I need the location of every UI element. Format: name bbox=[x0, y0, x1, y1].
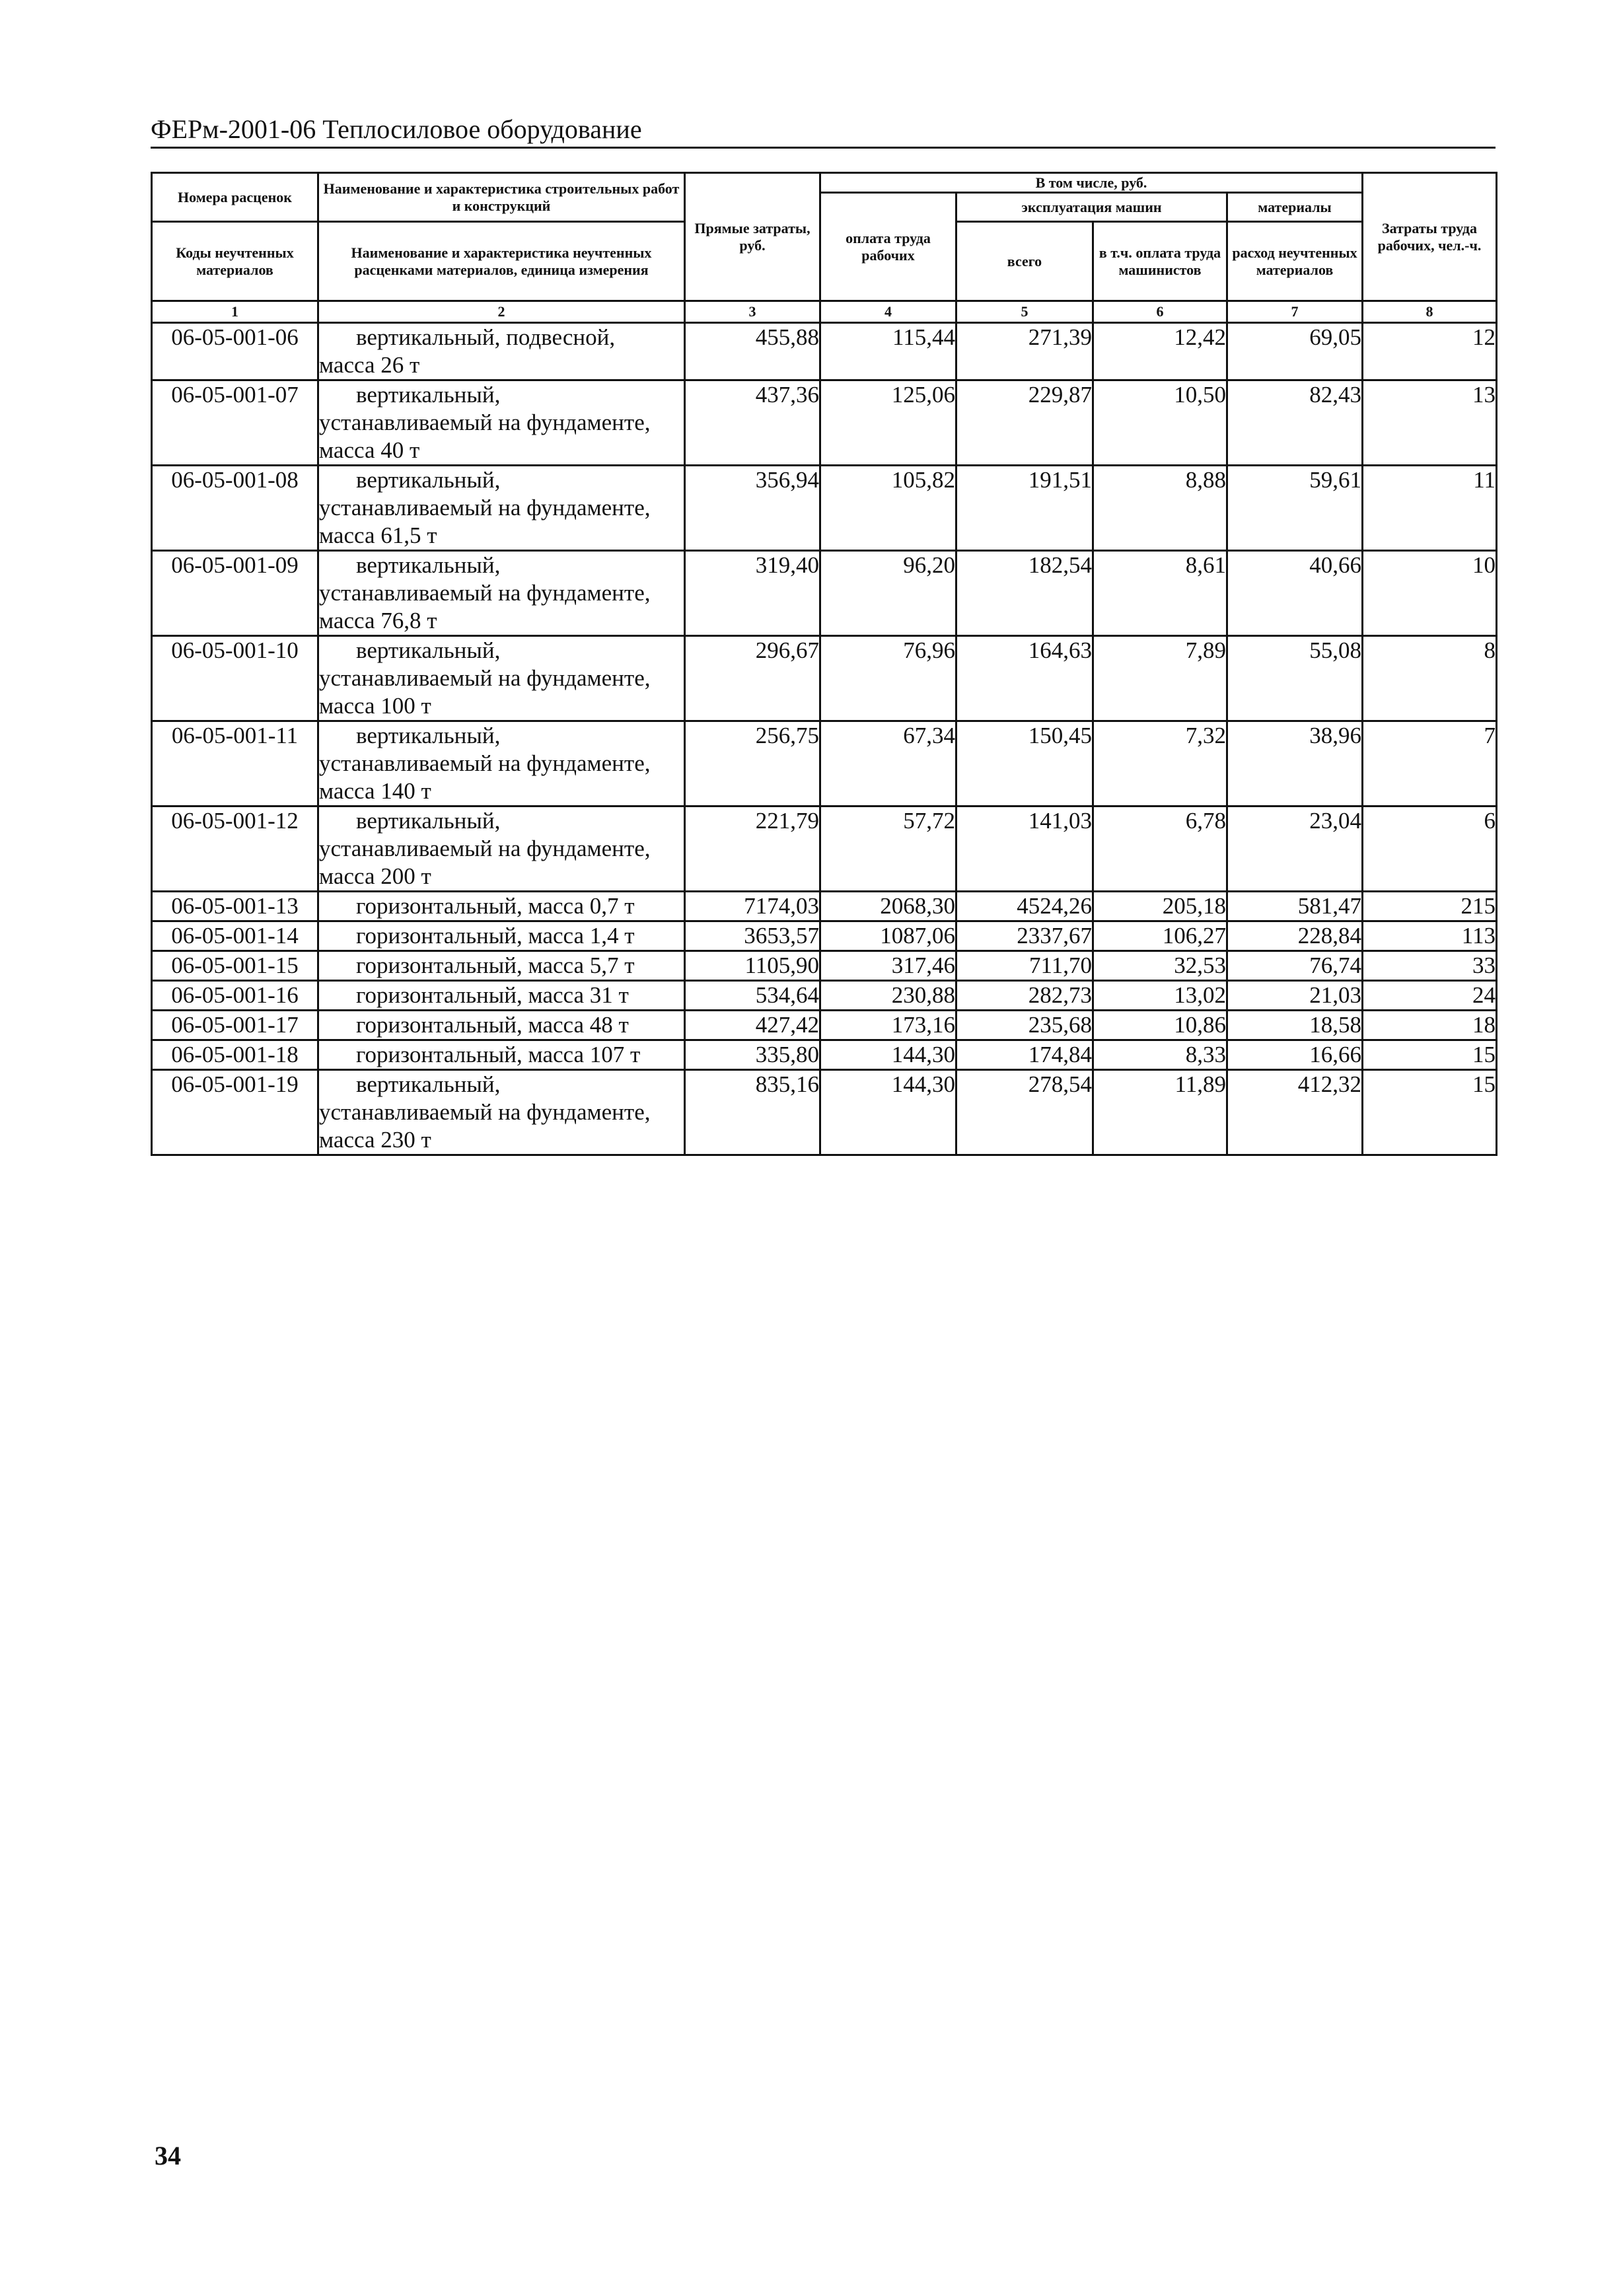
description-line: вертикальный, bbox=[356, 467, 501, 493]
description-line: устанавливаемый на фундаменте, bbox=[319, 836, 651, 861]
rate-code-cell: 06-05-001-14 bbox=[152, 921, 318, 951]
labor-hours-cell: 24 bbox=[1363, 981, 1497, 1011]
column-number: 1 bbox=[152, 301, 318, 323]
labor-pay-cell: 115,44 bbox=[820, 323, 956, 380]
table-body bbox=[152, 323, 1497, 1155]
description-line: масса 200 т bbox=[319, 863, 431, 889]
machines-total-cell: 2337,67 bbox=[956, 921, 1093, 951]
header-material-codes: Коды неучтенных материалов bbox=[152, 222, 318, 301]
labor-hours-cell: 113 bbox=[1363, 921, 1497, 951]
header-group-machines: эксплуатация машин bbox=[956, 193, 1227, 222]
description-line: устанавливаемый на фундаменте, bbox=[319, 665, 651, 691]
direct-costs-cell: 427,42 bbox=[685, 1011, 820, 1040]
labor-hours-cell: 15 bbox=[1363, 1040, 1497, 1070]
direct-costs-cell: 534,64 bbox=[685, 981, 820, 1011]
table-row bbox=[152, 892, 1497, 921]
rate-code-cell: 06-05-001-15 bbox=[152, 951, 318, 981]
header-materials-usage: расход неучтенных материалов bbox=[1227, 222, 1363, 301]
description-line: масса 230 т bbox=[319, 1127, 431, 1153]
labor-hours-cell: 11 bbox=[1363, 466, 1497, 551]
page-header bbox=[151, 114, 1496, 149]
description-line: устанавливаемый на фундаменте, bbox=[319, 580, 651, 606]
operators-pay-cell: 7,89 bbox=[1093, 636, 1227, 721]
operators-pay-cell: 205,18 bbox=[1093, 892, 1227, 921]
labor-hours-cell: 13 bbox=[1363, 380, 1497, 466]
description-line: горизонтальный, масса 48 т bbox=[356, 1012, 629, 1038]
operators-pay-cell: 11,89 bbox=[1093, 1070, 1227, 1155]
direct-costs-cell: 296,67 bbox=[685, 636, 820, 721]
table-row bbox=[152, 981, 1497, 1011]
rate-code-cell: 06-05-001-06 bbox=[152, 323, 318, 380]
description-line: масса 40 т bbox=[319, 437, 420, 463]
materials-cell: 228,84 bbox=[1227, 921, 1363, 951]
table-header bbox=[152, 173, 1497, 323]
rate-code-cell: 06-05-001-08 bbox=[152, 466, 318, 551]
description-line: масса 76,8 т bbox=[319, 608, 437, 633]
description-line: горизонтальный, масса 1,4 т bbox=[356, 923, 635, 949]
work-description-cell bbox=[318, 380, 685, 466]
machines-total-cell: 229,87 bbox=[956, 380, 1093, 466]
work-description-cell bbox=[318, 1040, 685, 1070]
rate-code-cell: 06-05-001-10 bbox=[152, 636, 318, 721]
table-row bbox=[152, 1011, 1497, 1040]
column-number: 7 bbox=[1227, 301, 1363, 323]
description-line: вертикальный, bbox=[356, 552, 501, 578]
direct-costs-cell: 7174,03 bbox=[685, 892, 820, 921]
machines-total-cell: 278,54 bbox=[956, 1070, 1093, 1155]
labor-pay-cell: 317,46 bbox=[820, 951, 956, 981]
labor-pay-cell: 1087,06 bbox=[820, 921, 956, 951]
labor-pay-cell: 96,20 bbox=[820, 551, 956, 636]
header-work-name: Наименование и характеристика строительных работ и конструкций bbox=[318, 173, 685, 222]
description-line: масса 140 т bbox=[319, 778, 431, 804]
materials-cell: 21,03 bbox=[1227, 981, 1363, 1011]
table-row bbox=[152, 807, 1497, 892]
labor-hours-cell: 7 bbox=[1363, 721, 1497, 807]
operators-pay-cell: 7,32 bbox=[1093, 721, 1227, 807]
machines-total-cell: 4524,26 bbox=[956, 892, 1093, 921]
rate-code-cell: 06-05-001-13 bbox=[152, 892, 318, 921]
direct-costs-cell: 1105,90 bbox=[685, 951, 820, 981]
direct-costs-cell: 221,79 bbox=[685, 807, 820, 892]
work-description-cell bbox=[318, 951, 685, 981]
operators-pay-cell: 32,53 bbox=[1093, 951, 1227, 981]
table-row bbox=[152, 551, 1497, 636]
operators-pay-cell: 8,88 bbox=[1093, 466, 1227, 551]
table-row bbox=[152, 466, 1497, 551]
description-line: вертикальный, bbox=[356, 1071, 501, 1097]
table-row bbox=[152, 1040, 1497, 1070]
header-group-total: В том числе, руб. bbox=[820, 173, 1363, 193]
labor-pay-cell: 57,72 bbox=[820, 807, 956, 892]
description-line: вертикальный, bbox=[356, 382, 501, 408]
operators-pay-cell: 10,86 bbox=[1093, 1011, 1227, 1040]
work-description-cell bbox=[318, 921, 685, 951]
description-line: масса 100 т bbox=[319, 693, 431, 719]
description-line: масса 26 т bbox=[319, 352, 420, 378]
column-number: 2 bbox=[318, 301, 685, 323]
direct-costs-cell: 437,36 bbox=[685, 380, 820, 466]
materials-cell: 581,47 bbox=[1227, 892, 1363, 921]
materials-cell: 59,61 bbox=[1227, 466, 1363, 551]
operators-pay-cell: 12,42 bbox=[1093, 323, 1227, 380]
operators-pay-cell: 13,02 bbox=[1093, 981, 1227, 1011]
rate-code-cell: 06-05-001-11 bbox=[152, 721, 318, 807]
description-line: горизонтальный, масса 31 т bbox=[356, 982, 629, 1008]
table-row bbox=[152, 1070, 1497, 1155]
machines-total-cell: 191,51 bbox=[956, 466, 1093, 551]
direct-costs-cell: 455,88 bbox=[685, 323, 820, 380]
labor-pay-cell: 144,30 bbox=[820, 1040, 956, 1070]
work-description-cell bbox=[318, 981, 685, 1011]
work-description-cell bbox=[318, 636, 685, 721]
column-number: 8 bbox=[1363, 301, 1497, 323]
machines-total-cell: 174,84 bbox=[956, 1040, 1093, 1070]
description-line: горизонтальный, масса 5,7 т bbox=[356, 952, 635, 978]
table-row bbox=[152, 323, 1497, 380]
work-description-cell bbox=[318, 1011, 685, 1040]
labor-hours-cell: 10 bbox=[1363, 551, 1497, 636]
labor-pay-cell: 125,06 bbox=[820, 380, 956, 466]
materials-cell: 40,66 bbox=[1227, 551, 1363, 636]
machines-total-cell: 164,63 bbox=[956, 636, 1093, 721]
header-group-materials: материалы bbox=[1227, 193, 1363, 222]
labor-hours-cell: 15 bbox=[1363, 1070, 1497, 1155]
labor-hours-cell: 215 bbox=[1363, 892, 1497, 921]
header-material-name: Наименование и характеристика неучтенных расценками материалов, единица измерения bbox=[318, 222, 685, 301]
header-operators-pay: в т.ч. оплата труда машинистов bbox=[1093, 222, 1227, 301]
work-description-cell bbox=[318, 551, 685, 636]
rate-code-cell: 06-05-001-12 bbox=[152, 807, 318, 892]
description-line: вертикальный, bbox=[356, 808, 501, 834]
labor-hours-cell: 33 bbox=[1363, 951, 1497, 981]
work-description-cell bbox=[318, 721, 685, 807]
description-line: устанавливаемый на фундаменте, bbox=[319, 495, 651, 520]
materials-cell: 55,08 bbox=[1227, 636, 1363, 721]
machines-total-cell: 282,73 bbox=[956, 981, 1093, 1011]
header-machines-total: всего bbox=[956, 222, 1093, 301]
header-labor-hours: Затраты труда рабочих, чел.-ч. bbox=[1363, 173, 1497, 301]
description-line: устанавливаемый на фундаменте, bbox=[319, 1099, 651, 1125]
operators-pay-cell: 106,27 bbox=[1093, 921, 1227, 951]
rate-code-cell: 06-05-001-09 bbox=[152, 551, 318, 636]
materials-cell: 16,66 bbox=[1227, 1040, 1363, 1070]
machines-total-cell: 711,70 bbox=[956, 951, 1093, 981]
rate-code-cell: 06-05-001-19 bbox=[152, 1070, 318, 1155]
table-row bbox=[152, 921, 1497, 951]
materials-cell: 76,74 bbox=[1227, 951, 1363, 981]
labor-hours-cell: 12 bbox=[1363, 323, 1497, 380]
materials-cell: 18,58 bbox=[1227, 1011, 1363, 1040]
description-line: вертикальный, bbox=[356, 723, 501, 748]
description-line: горизонтальный, масса 0,7 т bbox=[356, 893, 635, 919]
labor-pay-cell: 105,82 bbox=[820, 466, 956, 551]
work-description-cell bbox=[318, 323, 685, 380]
work-description-cell bbox=[318, 807, 685, 892]
machines-total-cell: 235,68 bbox=[956, 1011, 1093, 1040]
header-direct-costs: Прямые затраты, руб. bbox=[685, 173, 820, 301]
description-line: устанавливаемый на фундаменте, bbox=[319, 750, 651, 776]
direct-costs-cell: 335,80 bbox=[685, 1040, 820, 1070]
table-row bbox=[152, 636, 1497, 721]
description-line: вертикальный, подвесной, bbox=[356, 324, 616, 350]
direct-costs-cell: 835,16 bbox=[685, 1070, 820, 1155]
direct-costs-cell: 3653,57 bbox=[685, 921, 820, 951]
work-description-cell bbox=[318, 1070, 685, 1155]
work-description-cell bbox=[318, 892, 685, 921]
description-line: горизонтальный, масса 107 т bbox=[356, 1042, 641, 1067]
description-line: вертикальный, bbox=[356, 637, 501, 663]
table-row bbox=[152, 380, 1497, 466]
labor-pay-cell: 230,88 bbox=[820, 981, 956, 1011]
operators-pay-cell: 8,61 bbox=[1093, 551, 1227, 636]
work-description-cell bbox=[318, 466, 685, 551]
column-number: 5 bbox=[956, 301, 1093, 323]
header-labor-pay: оплата труда рабочих bbox=[820, 193, 956, 301]
table-row bbox=[152, 721, 1497, 807]
materials-cell: 23,04 bbox=[1227, 807, 1363, 892]
machines-total-cell: 150,45 bbox=[956, 721, 1093, 807]
labor-hours-cell: 8 bbox=[1363, 636, 1497, 721]
rate-code-cell: 06-05-001-17 bbox=[152, 1011, 318, 1040]
operators-pay-cell: 10,50 bbox=[1093, 380, 1227, 466]
materials-cell: 412,32 bbox=[1227, 1070, 1363, 1155]
materials-cell: 69,05 bbox=[1227, 323, 1363, 380]
labor-hours-cell: 18 bbox=[1363, 1011, 1497, 1040]
table-row bbox=[152, 951, 1497, 981]
operators-pay-cell: 6,78 bbox=[1093, 807, 1227, 892]
header-rate-numbers: Номера расценок bbox=[152, 173, 318, 222]
machines-total-cell: 141,03 bbox=[956, 807, 1093, 892]
operators-pay-cell: 8,33 bbox=[1093, 1040, 1227, 1070]
labor-pay-cell: 67,34 bbox=[820, 721, 956, 807]
labor-pay-cell: 173,16 bbox=[820, 1011, 956, 1040]
direct-costs-cell: 356,94 bbox=[685, 466, 820, 551]
description-line: масса 61,5 т bbox=[319, 522, 437, 548]
column-number: 3 bbox=[685, 301, 820, 323]
labor-pay-cell: 76,96 bbox=[820, 636, 956, 721]
column-number: 4 bbox=[820, 301, 956, 323]
labor-pay-cell: 144,30 bbox=[820, 1070, 956, 1155]
labor-hours-cell: 6 bbox=[1363, 807, 1497, 892]
column-number: 6 bbox=[1093, 301, 1227, 323]
materials-cell: 38,96 bbox=[1227, 721, 1363, 807]
rates-table bbox=[151, 172, 1497, 1156]
machines-total-cell: 271,39 bbox=[956, 323, 1093, 380]
page-number: 34 bbox=[155, 2141, 181, 2170]
rate-code-cell: 06-05-001-16 bbox=[152, 981, 318, 1011]
description-line: устанавливаемый на фундаменте, bbox=[319, 410, 651, 435]
rate-code-cell: 06-05-001-18 bbox=[152, 1040, 318, 1070]
document-title: ФЕРм-2001-06 Теплосиловое оборудование bbox=[151, 114, 642, 144]
direct-costs-cell: 319,40 bbox=[685, 551, 820, 636]
direct-costs-cell: 256,75 bbox=[685, 721, 820, 807]
materials-cell: 82,43 bbox=[1227, 380, 1363, 466]
rate-code-cell: 06-05-001-07 bbox=[152, 380, 318, 466]
labor-pay-cell: 2068,30 bbox=[820, 892, 956, 921]
machines-total-cell: 182,54 bbox=[956, 551, 1093, 636]
